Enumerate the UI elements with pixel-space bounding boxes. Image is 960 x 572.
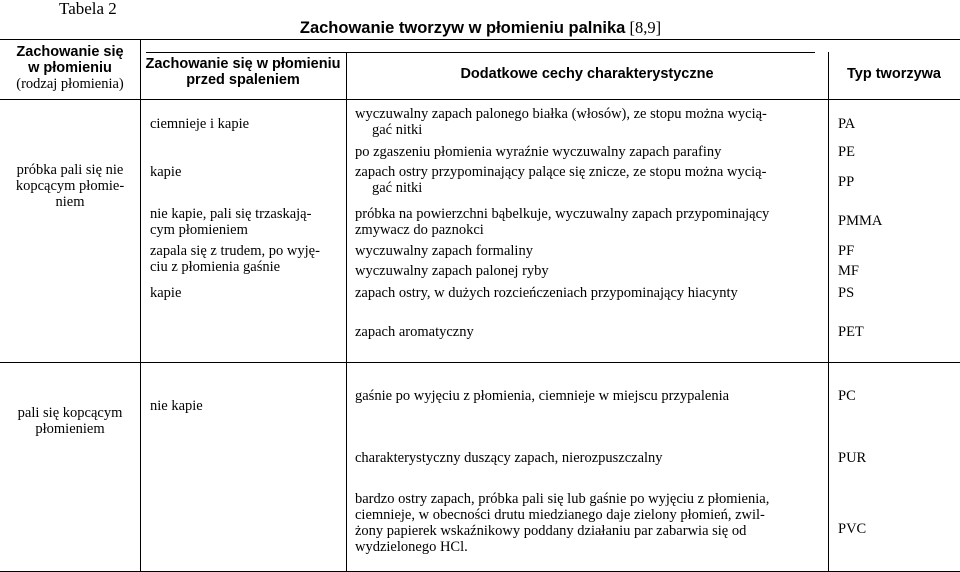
type-pc: PC (838, 388, 856, 404)
features-mf: wyczuwalny zapach palonej ryby (355, 263, 549, 279)
rule-top (0, 39, 960, 40)
rule-group-divider (0, 362, 960, 363)
rule-col-2 (346, 52, 347, 571)
header-behavior (140, 56, 346, 88)
header-flame-line-2: w płomieniu (28, 60, 112, 76)
rule-col-3 (828, 52, 829, 571)
type-pe: PE (838, 144, 855, 160)
behavior-pp: kapie (150, 164, 182, 180)
behavior-pa: ciemnieje i kapie (150, 116, 250, 132)
features-pmma (355, 206, 769, 238)
table-caption: Tabela 2 (59, 0, 117, 18)
header-main-title-text: Zachowanie tworzyw w płomieniu palnika (299, 19, 626, 37)
behavior-pmma-line-2: cym płomieniem (150, 222, 248, 238)
header-behavior-line-2: przed spaleniem (186, 72, 300, 88)
header-flame-line-3: (rodzaj płomienia) (16, 76, 124, 92)
features-pc: gaśnie po wyjęciu z płomienia, ciemnieje w miejscu przypalenia (355, 388, 730, 404)
features-pp (355, 164, 766, 196)
type-mf: MF (838, 263, 859, 279)
rule-subheader (146, 52, 815, 53)
features-pa-line-2: gać nitki (372, 122, 423, 138)
behavior-pf (150, 243, 320, 275)
type-pa: PA (838, 116, 856, 132)
features-ps: zapach ostry, w dużych rozcieńczeniach przypominający hiacynty (355, 285, 738, 301)
header-behavior-line-1: Zachowanie się w płomieniu (145, 56, 341, 72)
behavior-pmma (150, 206, 311, 238)
rule-col-1 (140, 39, 141, 571)
type-pvc: PVC (838, 521, 867, 537)
group2-behavior: nie kapie (150, 398, 203, 414)
group2-flame-line-2: płomieniem (35, 421, 105, 437)
header-features: Dodatkowe cechy charakterystyczne (460, 66, 714, 82)
header-polymer-type: Typ tworzywa (847, 66, 941, 82)
features-pvc-line-3: żony papierek wskaźnikowy poddany działaniu par zabarwia się od (355, 523, 747, 539)
features-pvc-line-4: wydzielonego HCl. (355, 539, 468, 555)
behavior-pf-line-1: zapala się z trudem, po wyję- (150, 243, 320, 259)
type-pet: PET (838, 324, 864, 340)
type-pp: PP (838, 174, 855, 190)
header-main-title (146, 20, 815, 36)
features-pvc (355, 491, 825, 555)
features-pmma-line-2: zmywacz do paznokci (355, 222, 484, 238)
group2-flame-line-1: pali się kopcącym (17, 405, 123, 421)
behavior-pf-line-2: ciu z płomienia gaśnie (150, 259, 281, 275)
features-pur: charakterystyczny duszący zapach, nierozpuszczalny (355, 450, 663, 466)
group1-flame-type (3, 162, 137, 210)
group1-flame-line-3: niem (55, 194, 85, 210)
features-pf: wyczuwalny zapach formaliny (355, 243, 533, 259)
header-flame-type (0, 44, 140, 92)
features-pp-line-1: zapach ostry przypominający palące się znicze, ze stopu można wycią- (355, 164, 767, 180)
behavior-pmma-line-1: nie kapie, pali się trzaskają- (150, 206, 312, 222)
header-flame-line-1: Zachowanie się (16, 44, 124, 60)
features-pp-line-2: gać nitki (372, 180, 423, 196)
features-pa-line-1: wyczuwalny zapach palonego białka (włosów), ze stopu można wycią- (355, 106, 767, 122)
group1-flame-line-1: próbka pali się nie (16, 162, 124, 178)
features-pe: po zgaszeniu płomienia wyraźnie wyczuwalny zapach parafiny (355, 144, 722, 160)
group2-flame-type (3, 405, 137, 437)
type-ps: PS (838, 285, 855, 301)
features-pmma-line-1: próbka na powierzchni bąbelkuje, wyczuwalny zapach przypominający (355, 206, 770, 222)
header-main-ref: [8,9] (629, 18, 662, 37)
behavior-ps: kapie (150, 285, 182, 301)
type-pur: PUR (838, 450, 867, 466)
features-pa (355, 106, 767, 138)
rule-header-bottom (0, 99, 960, 100)
type-pf: PF (838, 243, 855, 259)
type-pmma: PMMA (838, 213, 883, 229)
features-pvc-line-1: bardzo ostry zapach, próbka pali się lub gaśnie po wyjęciu z płomienia, (355, 491, 770, 507)
features-pet: zapach aromatyczny (355, 324, 474, 340)
group1-flame-line-2: kopcącym płomie- (15, 178, 125, 194)
features-pvc-line-2: ciemnieje, w obecności drutu miedzianego daje zielony płomień, zwil- (355, 507, 765, 523)
